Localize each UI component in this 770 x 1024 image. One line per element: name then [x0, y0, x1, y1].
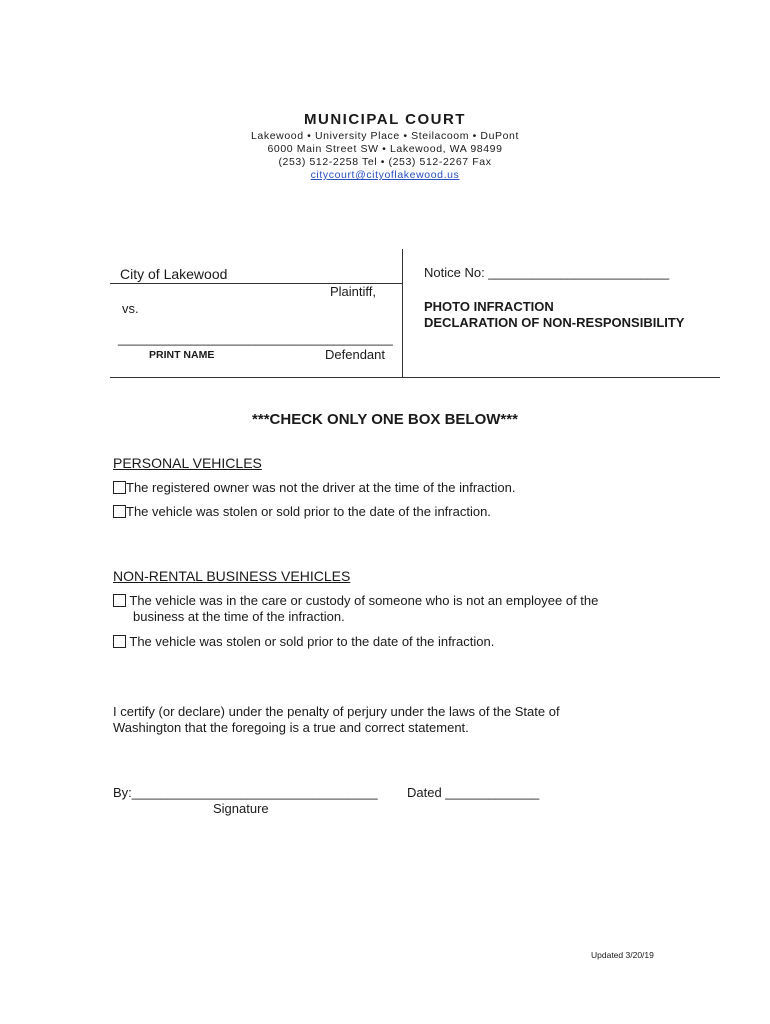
signature-label: Signature	[213, 801, 269, 816]
personal-option-2-label: The vehicle was stolen or sold prior to the date of the infraction.	[126, 504, 491, 519]
personal-option-1-label: The registered owner was not the driver at the time of the infraction.	[126, 480, 516, 495]
personal-option-1	[113, 480, 515, 495]
business-option-1-label-line-1: The vehicle was in the care or custody of someone who is not an employee of the	[129, 593, 599, 608]
certification-line-1: I certify (or declare) under the penalty of perjury under the laws of the State of	[113, 704, 560, 719]
caption-divider-vertical	[402, 249, 403, 377]
business-option-2-checkbox[interactable]	[113, 635, 126, 648]
check-one-instruction: ***CHECK ONLY ONE BOX BELOW***	[252, 411, 518, 428]
personal-option-2-checkbox[interactable]	[113, 505, 126, 518]
court-email-link[interactable]: citycourt@cityoflakewood.us	[310, 169, 460, 181]
defendant-label: Defendant	[325, 347, 385, 362]
business-option-1	[113, 593, 598, 608]
caption-bottom-rule	[110, 377, 720, 378]
vs-label: vs.	[122, 301, 139, 316]
personal-vehicles-heading: PERSONAL VEHICLES	[113, 455, 262, 471]
personal-option-1-checkbox[interactable]	[113, 481, 126, 494]
plaintiff-name: City of Lakewood	[120, 266, 228, 282]
business-option-2-label: The vehicle was stolen or sold prior to the date of the infraction.	[129, 634, 495, 649]
notice-number-field[interactable]: Notice No: _________________________	[424, 265, 670, 280]
print-name-label: PRINT NAME	[149, 349, 215, 361]
defendant-name-field[interactable]: ______________________________________	[118, 331, 393, 346]
doc-title-line-2: DECLARATION OF NON-RESPONSIBILITY	[424, 315, 685, 330]
court-cities: Lakewood • University Place • Steilacoom • DuPont	[250, 130, 520, 142]
signature-field[interactable]: By:__________________________________	[113, 785, 378, 800]
business-option-2	[113, 634, 494, 649]
business-option-1-label-line-2: business at the time of the infraction.	[133, 609, 345, 624]
court-phone: (253) 512-2258 Tel • (253) 512-2267 Fax	[278, 156, 492, 168]
updated-date: Updated 3/20/19	[591, 950, 654, 960]
court-title: MUNICIPAL COURT	[304, 111, 466, 128]
business-option-1-checkbox[interactable]	[113, 594, 126, 607]
certification-line-2: Washington that the foregoing is a true and correct statement.	[113, 720, 469, 735]
doc-title-line-1: PHOTO INFRACTION	[424, 299, 554, 314]
business-vehicles-heading: NON-RENTAL BUSINESS VEHICLES	[113, 568, 351, 584]
personal-option-2	[113, 504, 491, 519]
plaintiff-label: Plaintiff,	[330, 284, 377, 299]
court-address: 6000 Main Street SW • Lakewood, WA 98499	[267, 143, 503, 155]
dated-field[interactable]: Dated _____________	[407, 785, 540, 800]
court-email-line	[0, 169, 770, 181]
